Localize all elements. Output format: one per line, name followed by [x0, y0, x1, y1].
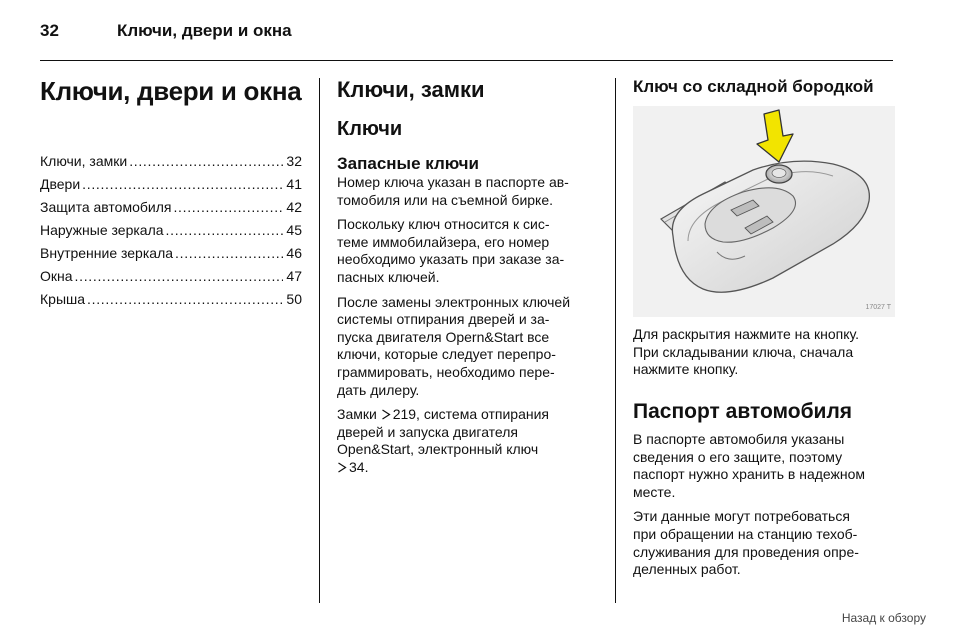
paragraph — [633, 431, 895, 501]
text-line: Поскольку ключ относится к сис- — [337, 216, 550, 233]
text-line: нажмите кнопку. — [633, 361, 739, 378]
toc-entry-page: 47 — [286, 268, 302, 284]
cross-reference-link[interactable]: 219, система отпирания — [392, 406, 549, 423]
text-line: В паспорте автомобиля указаны — [633, 431, 845, 447]
section-title: Ключи, замки — [337, 77, 485, 102]
toc-entry[interactable] — [40, 173, 302, 196]
table-of-contents — [40, 150, 302, 311]
toc-entry[interactable] — [40, 219, 302, 242]
text-line: Замки — [337, 406, 381, 423]
column-divider-2 — [615, 78, 616, 603]
folding-key-image — [633, 106, 895, 317]
text-line: при обращении на станцию техоб- — [633, 525, 858, 542]
chapter-title: Ключи, двери и окна — [40, 76, 302, 106]
subsection-title: Ключи — [337, 118, 403, 140]
toc-leader — [82, 173, 283, 196]
paragraph — [337, 174, 599, 209]
toc-leader — [173, 196, 283, 219]
toc-entry-label: Ключи, замки — [40, 153, 128, 169]
cross-reference-arrow-icon — [337, 462, 347, 473]
toc-entry-page: 41 — [286, 176, 302, 192]
text-line: томобиля или на съемной бирке. — [337, 191, 554, 208]
toc-leader — [166, 219, 284, 242]
key-illustration — [633, 106, 895, 317]
text-line: Эти данные могут потребоваться — [633, 508, 850, 525]
toc-entry-page: 50 — [286, 291, 302, 307]
spare-keys-heading: Запасные ключи — [337, 154, 479, 173]
toc-entry-label: Наружные зеркала — [40, 222, 164, 238]
text-line: граммировать, необходимо пере- — [337, 363, 555, 380]
figure-label: 17027 T — [865, 304, 891, 311]
text-line: месте. — [633, 483, 676, 500]
text-line: сведения о его защите, поэтому — [633, 448, 843, 465]
paragraph — [633, 326, 895, 379]
text-line: дверей и запуска двигателя — [337, 423, 518, 440]
cross-reference-arrow-icon — [381, 409, 391, 420]
paragraph — [633, 508, 895, 578]
toc-entry[interactable] — [40, 196, 302, 219]
toc-entry[interactable] — [40, 265, 302, 288]
text-line: системы отпирания дверей и за- — [337, 311, 550, 328]
toc-entry-label: Крыша — [40, 291, 86, 307]
toc-entry-page: 42 — [286, 199, 302, 215]
text-line: Номер ключа указан в паспорте ав- — [337, 174, 569, 190]
toc-entry-page: 46 — [286, 245, 302, 261]
text-line: деленных работ. — [633, 561, 741, 578]
text-line: теме иммобилайзера, его номер — [337, 233, 550, 250]
text-line: необходимо указать при заказе за- — [337, 251, 565, 268]
text-line: дать дилеру. — [337, 381, 420, 398]
folding-key-heading: Ключ со складной бородкой — [633, 77, 874, 96]
text-line: служивания для проведения опре- — [633, 543, 859, 560]
toc-entry[interactable] — [40, 242, 302, 265]
toc-entry-label: Окна — [40, 268, 73, 284]
back-to-overview-link[interactable]: Назад к обзору — [841, 611, 926, 625]
toc-leader — [129, 150, 283, 173]
toc-entry-label: Защита автомобиля — [40, 199, 172, 215]
text-line: Для раскрытия нажмите на кнопку. — [633, 326, 860, 342]
text-line: паспорт нужно хранить в надежном — [633, 466, 866, 483]
toc-leader — [87, 288, 283, 311]
text-line: Open&Start, электронный ключ — [337, 441, 539, 458]
paragraph — [337, 294, 599, 400]
vehicle-passport-heading: Паспорт автомобиля — [633, 400, 853, 423]
header-rule — [40, 60, 893, 61]
text-line: При складывании ключа, сначала — [633, 343, 854, 360]
paragraph — [337, 216, 599, 286]
running-header-title: Ключи, двери и окна — [117, 21, 292, 40]
cross-reference-link[interactable]: 34. — [349, 458, 369, 475]
column-divider-1 — [319, 78, 320, 603]
toc-entry[interactable] — [40, 150, 302, 173]
text-line: пасных ключей. — [337, 268, 440, 285]
text-line: пуска двигателя Opern&Start все — [337, 328, 550, 345]
text-line: После замены электронных ключей — [337, 293, 571, 310]
toc-leader — [75, 265, 284, 288]
toc-leader — [175, 242, 283, 265]
text-line: ключи, которые следует перепро- — [337, 346, 556, 363]
page-number: 32 — [40, 21, 59, 40]
toc-entry[interactable] — [40, 288, 302, 311]
paragraph-references — [337, 406, 599, 476]
toc-entry-page: 45 — [286, 222, 302, 238]
toc-entry-label: Внутренние зеркала — [40, 245, 174, 261]
toc-entry-label: Двери — [40, 176, 81, 192]
toc-entry-page: 32 — [286, 153, 302, 169]
